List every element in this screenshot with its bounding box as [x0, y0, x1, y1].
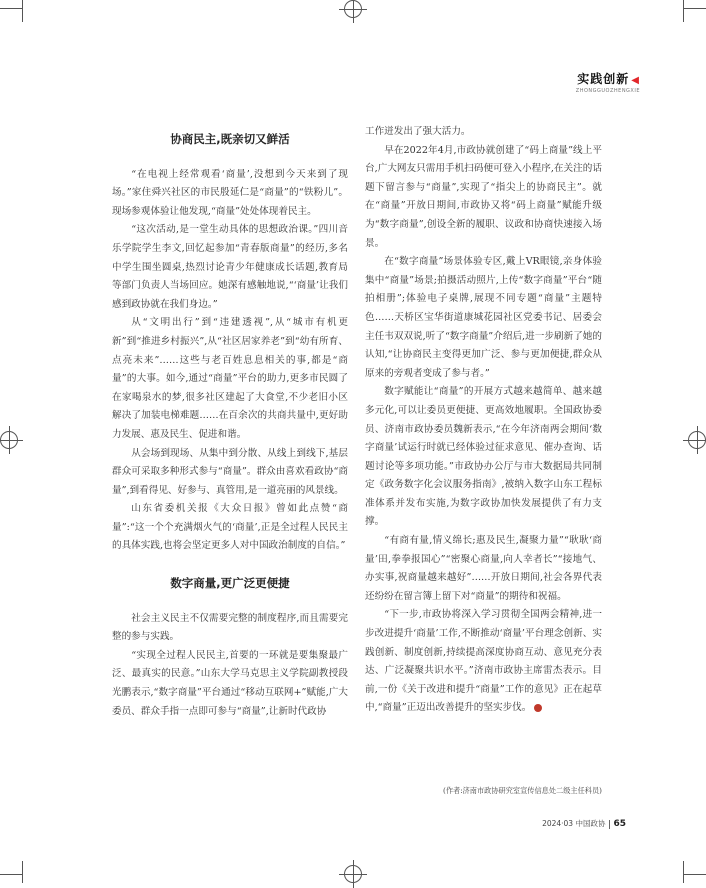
crop-mark — [0, 874, 22, 875]
paragraph: 从“文明出行”到“违建透视”,从“城市有机更新”到“推进乡村振兴”,从“社区居家养老”到“幼有所育、点亮未来”……这些与老百姓息息相关的事,都是“商量”的大事。如今,通过“商量”平台的助力,更多市民圆了在家喝泉水的梦,很多社区建起了大食堂,不少老旧小区解决了加装电梯难题……在百余次的共商共量中,更好助力发展、惠及民生、促进和谐。 — [112, 317, 348, 440]
paragraph: 工作迸发出了强大活力。 — [365, 126, 471, 137]
paragraph-final — [365, 606, 602, 718]
paragraph: “在电视上经常观看‘商量’,没想到今天来到了现场。”家住舜兴社区的市民殷延仁是“商量”的“铁粉儿”。现场参观体验让他发现,“商量”处处体现着民主。 — [112, 168, 348, 217]
folio-divider — [609, 820, 610, 829]
paragraph: 山东省委机关报《大众日报》曾如此点赞“商量”:“这一个个充满烟火气的‘商量’,正是全过程人民民主的具体实践,也将会坚定更多人对中国政治制度的自信。” — [112, 503, 348, 552]
section-header — [576, 70, 640, 94]
page-number: 65 — [613, 819, 626, 829]
crop-mark — [684, 8, 706, 9]
crop-mark — [22, 0, 23, 22]
registration-mark — [344, 0, 362, 18]
subheading: 协商民主,既亲切又鲜活 — [170, 132, 290, 146]
paragraph: “实现全过程人民民主,首要的一环就是要集聚最广泛、最真实的民意。”山东大学马克思主义学院副教授段光鹏表示,“数字商量”平台通过“移动互联网+”赋能,广大委员、群众手指一点即可参与“商量”,让新时代政协 — [112, 649, 348, 717]
subheading: 数字商量,更广泛更便捷 — [170, 576, 290, 591]
author-note: (作者:济南市政协研究室宣传信息处二级主任科员) — [443, 786, 602, 795]
paragraph: 从会场到现场、从集中到分散、从线上到线下,基层群众可采取多种形式参与“商量”。群众由喜欢看政协“商量”,到看得见、好参与、真管用,是一道亮丽的风景线。 — [112, 447, 348, 496]
issue-label: 2024·03 中国政协 — [542, 819, 606, 828]
paragraph: 数字赋能让“商量”的开展方式越来越简单、越来越多元化,可以让委员更便捷、更高效地履职。全国政协委员、济南市政协委员魏新表示,“在今年济南两会期间‘数字商量’试运行时就已经体验过征求意见、催办查询、话题讨论等多项功能。”市政协办公厅与市大数据局共同制定《政务数字化会议服务指南》,被纳入数字山东工程标准体系并发布实施,为数字政协加快发展提供了有力支撑。 — [365, 386, 602, 528]
triangle-icon: ◀ — [631, 75, 640, 86]
section-title: 实践创新 ◀ — [577, 72, 640, 86]
crop-mark — [683, 0, 684, 22]
registration-mark — [688, 431, 706, 449]
end-mark-icon — [534, 704, 542, 712]
crop-mark — [0, 8, 22, 9]
paragraph: 早在2022年4月,市政协就创建了“码上商量”线上平台,广大网友只需用手机扫码便可登入小程序,在关注的话题下留言参与“商量”,实现了“指尖上的协商民主”。就在“商量”开放日期间,市政协又将“码上商量”赋能升级为“数字商量”,创设全新的履职、议政和协商快速接入场景。 — [365, 144, 602, 249]
registration-mark — [344, 865, 362, 883]
right-column — [365, 123, 602, 718]
crop-mark — [683, 861, 684, 883]
crop-mark — [22, 861, 23, 883]
page-folio — [542, 818, 626, 829]
left-column — [112, 130, 348, 721]
crop-mark — [684, 874, 706, 875]
section-subtitle: ZHONGGUOZHENGXIE — [575, 88, 640, 94]
paragraph: “这次活动,是一堂生动具体的思想政治课。”四川音乐学院学生李文,回忆起参加“青春版商量”的经历,多名中学生围坐圆桌,热烈讨论青少年健康成长话题,教育局等部门负责人当场回应。她深有感触地说,“‘商量’让我们感到政协就在我们身边。” — [112, 224, 348, 310]
paragraph: 在“数字商量”场景体验专区,戴上VR眼镜,亲身体验集中“商量”场景;拍摄活动照片,上传“数字商量”平台“随拍相册”;体验电子桌牌,展现不同专题“商量”主题特色……天桥区宝华街道康城花园社区党委书记、居委会主任韦双双说,听了“数字商量”介绍后,进一步刷新了她的认知,“让协商民主变得更加广泛、参与更加便捷,群众从原来的旁观者变成了参与者。” — [365, 256, 602, 379]
paragraph: “有商有量,情义绵长;惠及民生,凝聚力量”“耿耿‘商量’田,拳拳报国心”“密聚心商量,向人幸者长”“接地气、办实事,祝商量越来越好”……开放日期间,社会各界代表还纷纷在留言簿上留下对“商量”的期待和祝福。 — [365, 535, 602, 602]
registration-mark — [0, 431, 18, 449]
paragraph-text: “下一步,市政协将深入学习贯彻全国两会精神,进一步改进提升‘商量’工作,不断推动‘商量’平台理念创新、实践创新、制度创新,持续提高深度协商互动、意见充分表达、广泛凝聚共识水平。”济南市政协主席雷杰表示。目前,一份《关于改进和提升“商量”工作的意见》正在起草中,“商量”正迈出改善提升的坚实步伐。 — [365, 609, 602, 714]
paragraph: 社会主义民主不仅需要完整的制度程序,而且需要完整的参与实践。 — [112, 612, 348, 643]
